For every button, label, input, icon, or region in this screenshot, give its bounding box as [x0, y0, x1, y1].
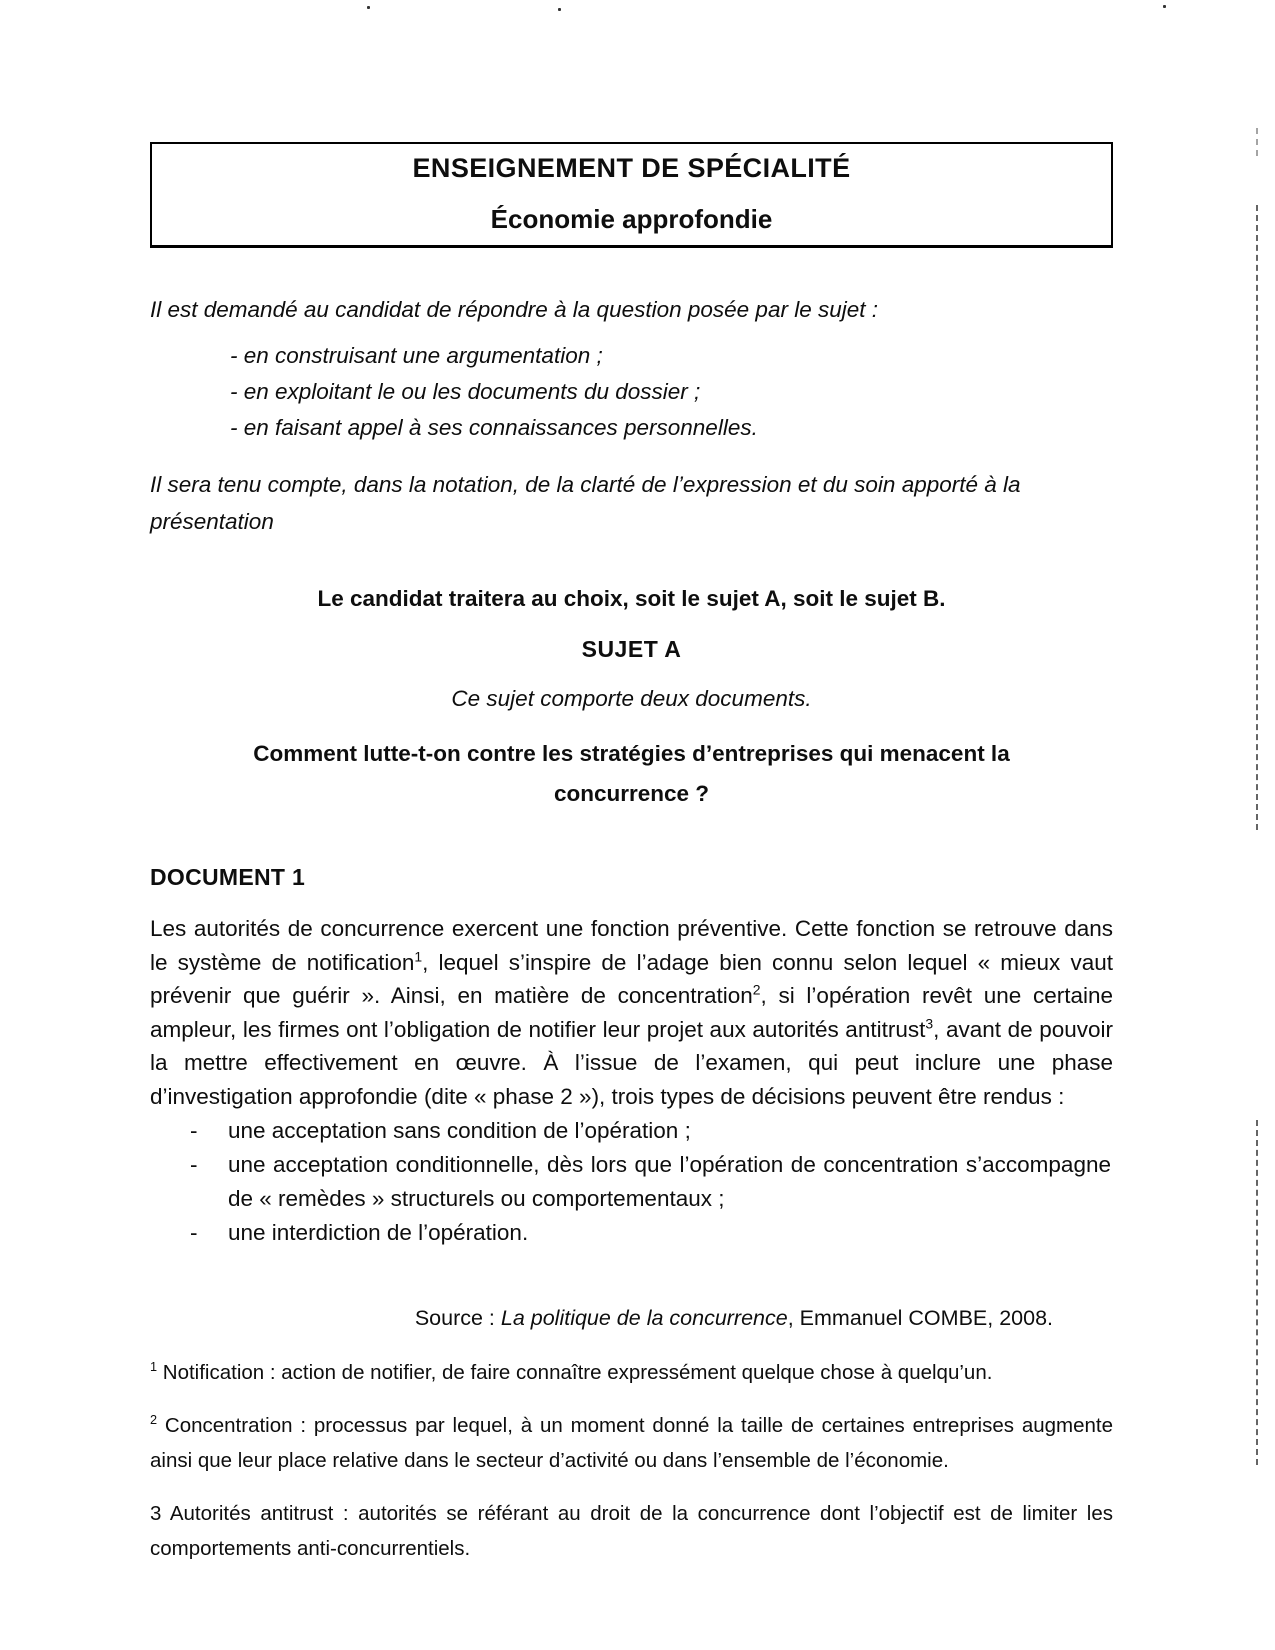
- paragraph-text: , avant de pouvoir la mettre effectivement en œuvre. À l’issue de l’examen, qui peut inclure une phase d’investigation approfondie (dite « phase 2 »), trois types de décisions peuvent être rendus :: [150, 1016, 1113, 1109]
- footnote-text: 3 Autorités antitrust : autorités se référant au droit de la concurrence dont l’objectif est de limiter les comportements anti-concurrentiels.: [150, 1502, 1113, 1560]
- choice-line: Le candidat traitera au choix, soit le sujet A, soit le sujet B.: [317, 586, 946, 611]
- paragraph-text: , lequel s’inspire de l’adage bien connu selon lequel « mieux vaut prévenir que guérir ». Ainsi, en matière de concentration: [150, 949, 1113, 1008]
- subject-a-subtitle: Ce sujet comporte deux documents.: [451, 686, 812, 711]
- list-item-text: une interdiction de l’opération.: [228, 1220, 529, 1245]
- source-prefix: Source :: [414, 1306, 501, 1330]
- footnote-ref-3: 3: [925, 1015, 934, 1031]
- scan-edge-artifact: [1256, 205, 1258, 830]
- source-suffix: , Emmanuel COMBE, 2008.: [787, 1306, 1053, 1330]
- instruction-bullet: - en construisant une argumentation ;: [230, 343, 603, 368]
- list-item: [150, 1148, 1113, 1216]
- footnote-ref-2: 2: [752, 981, 761, 998]
- scan-speck: [558, 8, 561, 11]
- instruction-bullet: - en exploitant le ou les documents du dossier ;: [230, 379, 701, 404]
- document1-heading: DOCUMENT 1: [150, 864, 306, 890]
- instructions-intro: Il est demandé au candidat de répondre à la question posée par le sujet :: [150, 297, 878, 322]
- page-content: [150, 142, 1113, 1566]
- footnote-2: [150, 1408, 1113, 1478]
- dash-marker: -: [190, 1220, 198, 1245]
- source-title: La politique de la concurrence: [500, 1306, 788, 1330]
- title-box: [150, 142, 1113, 248]
- subject-a-title: SUJET A: [581, 636, 682, 662]
- footnote-text: Notification : action de notifier, de faire connaître expressément quelque chose à quelqu’un.: [157, 1361, 993, 1384]
- scan-edge-artifact: [1256, 1120, 1258, 1465]
- list-item: [150, 1114, 1113, 1148]
- scan-edge-artifact: [1256, 128, 1258, 156]
- footnote-marker: 2: [150, 1412, 158, 1428]
- footnote-1: [150, 1355, 1113, 1390]
- exam-title: ENSEIGNEMENT DE SPÉCIALITÉ: [412, 153, 851, 183]
- subject-a-question: Comment lutte-t-on contre les stratégies d’entreprises qui menacent la concurrence ?: [253, 741, 1010, 806]
- instructions-bullets: [150, 338, 1113, 446]
- paragraph-text: Les autorités de concurrence exercent une fonction préventive. Cette fonction se retrouve dans le système de notification: [150, 916, 1113, 975]
- source-line: [150, 1306, 1113, 1331]
- footnote-text: Concentration : processus par lequel, à un moment donné la taille de certaines entreprises augmente ainsi que leur place relative dans le secteur d’activité ou dans l’ensemble de l’économie.: [150, 1414, 1113, 1472]
- notation-note: Il sera tenu compte, dans la notation, de la clarté de l’expression et du soin apporté à la présentation: [150, 472, 1021, 534]
- footnote-marker: 1: [150, 1359, 158, 1375]
- list-item-text: une acceptation conditionnelle, dès lors que l’opération de concentration s’accompagne de « remèdes » structurels ou comportementaux ;: [228, 1152, 1111, 1211]
- decision-list: [150, 1114, 1113, 1250]
- scan-speck: [1163, 5, 1166, 8]
- instruction-bullet: - en faisant appel à ses connaissances personnelles.: [230, 415, 758, 440]
- list-item-text: une acceptation sans condition de l’opération ;: [228, 1118, 691, 1143]
- dash-marker: -: [190, 1118, 198, 1143]
- document1-paragraph: [150, 912, 1113, 1113]
- list-item: [150, 1216, 1113, 1250]
- paragraph-text: , si l’opération revêt une certaine ampleur, les firmes ont l’obligation de notifier leur projet aux autorités antitrust: [150, 983, 1113, 1042]
- exam-subtitle: Économie approfondie: [490, 204, 773, 234]
- footnote-3: [150, 1496, 1113, 1566]
- footnote-ref-1: 1: [414, 948, 423, 964]
- dash-marker: -: [190, 1152, 198, 1177]
- scan-speck: [367, 6, 370, 9]
